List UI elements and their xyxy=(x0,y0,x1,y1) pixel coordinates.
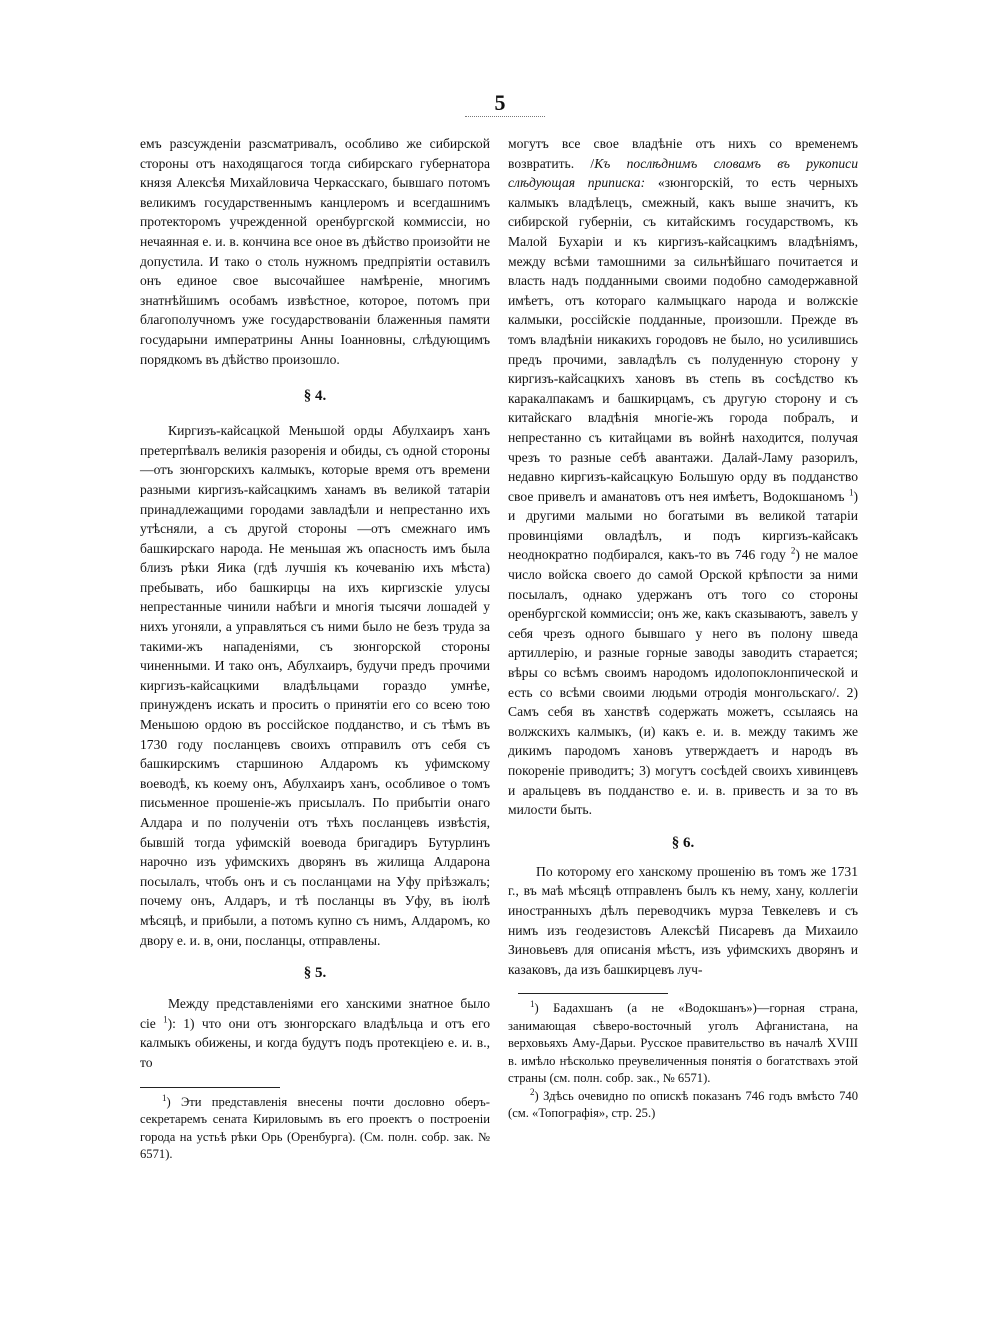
right-paragraph-1-part-a: могутъ все свое владѣнiе отъ нихъ со временемъ возвратить. / xyxy=(508,136,858,171)
left-paragraph-3 xyxy=(140,994,490,1072)
footnote-mark-1: 1 xyxy=(530,999,535,1010)
right-paragraph-1 xyxy=(508,134,858,820)
footnote-text: ) Бадахшанъ (а не «Водокшанъ»)—горная страна, занимающая сѣверо-восточный уголъ Афганистана, на верховьяхъ Аму-Дарьи. Русское правительство въ началѣ XVIII в. имѣло нѣсколько преувеличенныя понятiя о богатствахъ этой страны (см. полн. собр. зак., № 6571). xyxy=(508,1001,858,1086)
right-paragraph-1-part-d: ) не малое число войска своего до самой Орской крѣпости за ними посылалъ, однако удержанъ отъ того со стороны оренбургской коммиссiи; онъ же, какъ сказываютъ, завелъ у себя чрезъ одного бывшаго у него въ полону шведа артиллерiю, и разные горные заводы заводить старается; вѣры со всѣмъ своимъ народомъ идолопоклонпической и есть со всѣми своими людьми отродiя монгольскаго/. 2) Самъ себя въ ханствѣ содержать можетъ, ссылаясь на волжскихъ калмыкъ, (и) какъ е. и. в. между такимъ же дикимъ пародомъ хановъ утверждаетъ и народъ въ покоренiе приводитъ; 3) могутъ сосѣдей своихъ хивинцевъ и аральцевъ въ подданство е. и. в. привесть и за то въ милости быть. xyxy=(508,547,859,818)
right-footnote-1 xyxy=(508,1000,858,1088)
right-paragraph-1-part-c: ) и другими малыми но богатыми въ великой татарiи провинцiями овладѣлъ, и подъ киргизъ-кайсакъ неоднократно подбирался, какъ-то въ 746 году xyxy=(508,488,858,563)
left-paragraph-3-part-a: Между представленiями его ханскими знатное было сiе xyxy=(140,996,490,1031)
footnote-text: ) Здѣсь очевидно по опискѣ показанъ 746 годъ вмѣсто 740 (см. «Топографiя», стр. 25.) xyxy=(508,1088,858,1121)
right-paragraph-2: По которому его ханскому прошенiю въ томъ же 1731 г., въ маѣ мѣсяцѣ отправленъ былъ къ нему, хану, коллегiи иностранныхъ дѣлъ переводчикъ мурза Тевкелевъ и съ нимъ изъ геодезистовъ Алексѣй Писаревъ да Михаило Зиновьевъ для описанiя мѣстъ, изъ уфимскихъ дворянъ и казаковъ, да изъ башкирцевъ луч- xyxy=(508,863,858,977)
left-paragraph-3-part-b: ): 1) что они отъ зюнгорскаго владѣльца и отъ его калмыкъ обижены, и когда будутъ подъ протекцiею е. и. в., то xyxy=(140,1015,490,1070)
editor-note: Къ послѣднимъ словамъ въ рукописи слѣдующая приписка: xyxy=(508,155,858,191)
left-paragraph-1: емъ разсужденiи разсматривалъ, особливо же сибирской стороны отъ находящагося тогда сибирскаго губернатора князя Алексѣя Михайловича Черкасскаго, бывшаго потомъ великимъ государственнымъ канцлеромъ и всегдашнимъ протекторомъ учрежденной оренбургской коммиссiи, но нечаянная е. и. в. кончина все оное въ дѣйство произойти не допустила. И тако о столь нужномъ предпрiятiи оставилъ онъ единое свое высочайшее намѣренiе, многимъ знатнѣйшимъ особамъ извѣстное, которое, потомъ при благополучномъ уже государствованiи блаженныя памяти государыни императрины Анны Iоанновны, слѣдующимъ порядкомъ въ дѣйство произошло. xyxy=(140,136,490,367)
footnote-ref-1: 1 xyxy=(848,487,854,498)
section-heading-5: § 5. xyxy=(303,965,327,982)
left-footnote-1 xyxy=(140,1094,490,1164)
section-heading-4: § 4. xyxy=(303,388,327,405)
right-paragraph-1-part-b: «зюнгорскiй, то есть черныхъ калмыкъ владѣлецъ, смежный, какъ выше значитъ, къ сибирской губернiи, съ китайскимъ государствомъ, къ Малой Бухарiи и къ киргизъ-кайсацкимъ владѣнiямъ, между всѣми тамошними за сильнѣйшаго почитается и власть надъ подданными своими подобно самодержавной имѣетъ, отъ котораго калмыцкаго народа и волжскiе калмыки, россiйскiе подданные, произошли. Прежде въ томъ владѣнiи никакихъ городовъ не было, но усилившись предъ прочими, завладѣлъ съ полуденную сторону у киргизъ-кайсацкихъ хановъ въ степь въ сосѣдство къ каракалпакамъ и башкирцамъ, съ другую сторону и съ китайскаго владѣнiя многiе-жъ города побралъ, и непрестанно съ китайцами въ войнѣ находится, получая чрезъ то разные себѣ авантажи. Далай-Ламу разорилъ, недавно киргизъ-кайсацкую Большую орду въ подданство свое привелъ и аманатовъ отъ нея имѣетъ, Водокшаномъ xyxy=(508,175,858,504)
left-paragraph-2: Киргизъ-кайсацкой Меньшой орды Абулхаиръ ханъ претерпѣвалъ великiя разоренiя и обиды, съ одной стороны—отъ зюнгорскихъ калмыкъ, которые время отъ времени разными киргизъ-кайсацкимъ ханамъ въ великой татарiи принадлежащими городами завладѣли и непрестанно ихъ утѣсняли, а съ другой стороны —отъ смежнаго имъ башкирскаго народа. Не меньшая жъ опасность имъ была близъ рѣки Яика (гдѣ лучшiя къ кочеванiю ихъ мѣста) пребывать, ибо башкирцы на ихъ киргизскiе улусы непрестанные чинили набѣги и многiя тысячи лошадей у нихъ угоняли, а управляться съ ними было не безъ труда за такими-жъ нападенiями, съ зюнгорской стороны чиненными. И тако онъ, Абулхаиръ, будучи предъ прочими киргизъ-кайсацкими владѣльцами гораздо умнѣе, принужденъ искать и просить о принятiи его со всею тою Меньшою ордою въ россiйское подданство, и съ тѣмъ въ 1730 году посланцевъ своихъ отправилъ отъ себя съ башкирскимъ старшиною Алдаромъ къ уфимскому воеводѣ, къ коему онъ, Абулхаиръ ханъ, особливое о томъ письменное прошенiе-жъ присылалъ. По прибытiи онаго Алдара и по полученiи отъ тѣхъ посланцевъ извѣстiя, бывшiй тогда уфимскiй воевода бригадиръ Бутурлинъ нарочно изъ уфимскихъ дворянъ въ жилища Алдарона посылалъ, чтобъ онъ и съ посланцами на Уфу прiѣзжалъ; почему онъ, Алдаръ, и тѣ посланцы въ Уфу, въ iюлѣ мѣсяцѣ, и прибыли, а потомъ купно съ нимъ, Алдаромъ, ко двору е. и. в, они, посланцы, отправлены. xyxy=(140,423,490,948)
page-number: 5 xyxy=(494,90,506,115)
section-heading-6: § 6. xyxy=(671,834,695,851)
footnote-mark-1: 1 xyxy=(162,1092,167,1103)
left-column xyxy=(140,134,490,1164)
footnote-text: ) Эти представленiя внесены почти дословно оберъ-секретаремъ сената Кириловымъ въ его проектъ о построенiи города на устьѣ рѣки Орь (Оренбурга). (См. полн. собр. зак. № 6571). xyxy=(140,1094,490,1162)
page-number-ornament xyxy=(465,116,545,117)
footnote-mark-2: 2 xyxy=(530,1086,535,1097)
footnote-ref-2: 2 xyxy=(790,545,796,556)
right-footnote-2 xyxy=(508,1088,858,1123)
footnote-ref-1: 1 xyxy=(163,1014,168,1025)
right-column xyxy=(508,134,858,1123)
